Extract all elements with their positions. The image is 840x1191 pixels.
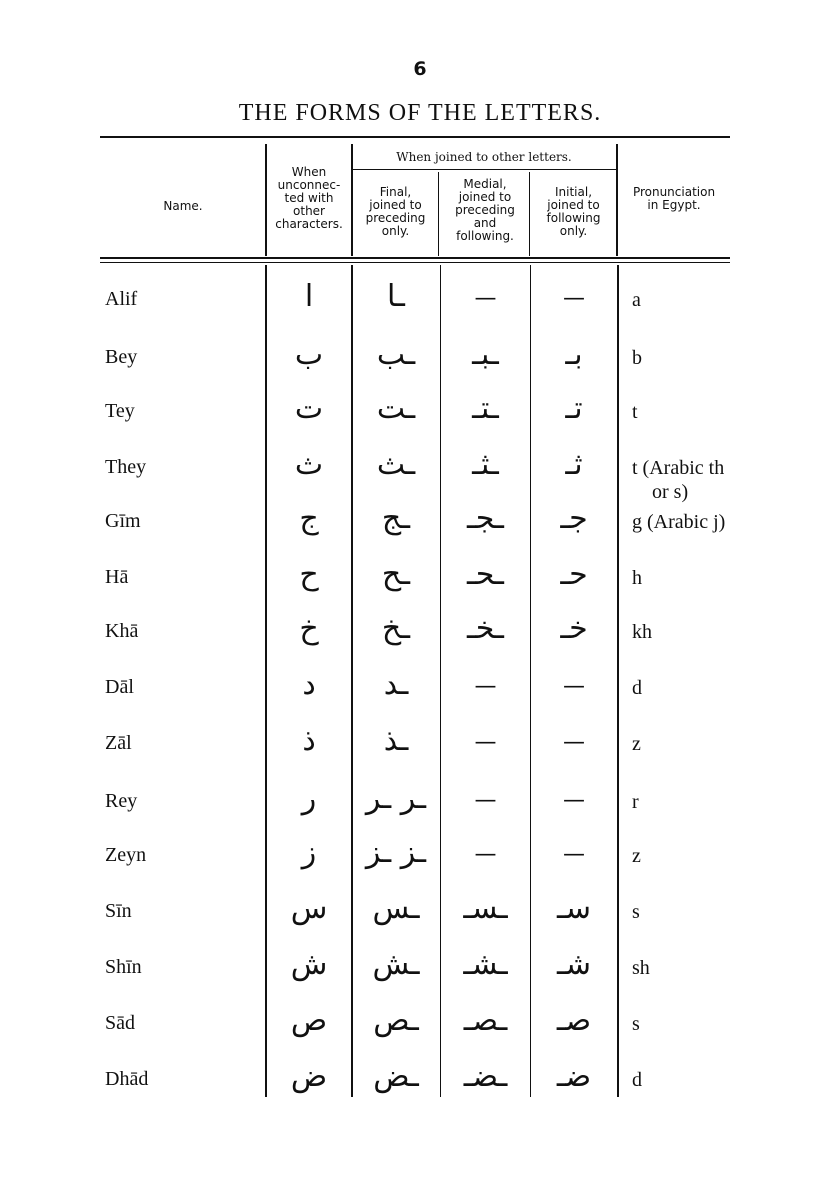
letter-form-unconnected: ج — [299, 501, 319, 536]
header-final: Final, joined to preceding only. — [365, 185, 426, 238]
letter-form-unconnected: ت — [294, 391, 324, 426]
letter-name: Zāl — [105, 732, 132, 754]
letter-name: Hā — [105, 566, 129, 588]
pronunciation — [632, 790, 639, 814]
letter-form-initial: شـ — [557, 947, 591, 982]
page-title: THE FORMS OF THE LETTERS. — [238, 100, 602, 126]
pronunciation — [632, 956, 650, 980]
letter-form-initial: — — [563, 674, 585, 699]
letter-form-unconnected: ذ — [302, 723, 316, 758]
letter-form-medial: ـتـ — [472, 391, 499, 426]
letter-name: Gīm — [105, 510, 141, 532]
letter-form-medial: ـثـ — [472, 447, 499, 482]
letter-form-unconnected: ب — [294, 337, 324, 372]
pronunciation-line: b — [632, 347, 642, 369]
pronunciation — [632, 732, 641, 756]
letter-form-unconnected: ض — [290, 1059, 328, 1094]
pronunciation — [632, 1012, 640, 1036]
pronunciation-line: a — [632, 289, 641, 311]
pronunciation-line: kh — [632, 621, 652, 643]
pronunciation-line: r — [632, 791, 639, 813]
header-medial: Medial, joined to preceding and following. — [455, 177, 515, 243]
letter-name: Zeyn — [105, 844, 147, 866]
letter-form-final: ـا — [387, 279, 405, 314]
pronunciation-line: t — [632, 401, 638, 423]
letter-form-final: ـج — [381, 501, 411, 536]
letter-form-initial: بـ — [565, 337, 583, 372]
letter-form-unconnected: ث — [294, 447, 324, 482]
letter-form-final: ـت — [376, 391, 416, 426]
letter-form-unconnected: ح — [299, 557, 319, 592]
letter-form-medial: — — [474, 286, 497, 311]
letter-form-initial: حـ — [560, 557, 588, 592]
letter-name: Sād — [105, 1012, 135, 1034]
letter-form-initial: — — [563, 730, 585, 755]
letter-form-final: ـخ — [381, 611, 411, 646]
letter-form-initial: — — [563, 842, 585, 867]
header-unconnected: When unconnec- ted with other characters. — [275, 165, 343, 231]
letter-name: They — [105, 456, 147, 478]
letter-form-medial: — — [474, 842, 497, 867]
header-bottom-rule — [100, 257, 730, 259]
letter-form-final: ـذ — [383, 723, 409, 758]
letter-form-medial: — — [474, 730, 497, 755]
joined-group-rule — [352, 169, 616, 170]
letter-form-final: ـب — [376, 337, 416, 372]
header-name: Name. — [163, 199, 203, 213]
pronunciation-line: s — [632, 1013, 640, 1035]
pronunciation-line: z — [632, 733, 641, 755]
pronunciation — [632, 400, 638, 424]
letter-form-medial: ـشـ — [463, 947, 508, 982]
letter-form-medial: — — [474, 674, 497, 699]
letter-form-initial: — — [563, 788, 585, 813]
header-joined-group: When joined to other letters. — [396, 150, 572, 164]
pronunciation — [632, 510, 725, 534]
pronunciation-line: g (Arabic j) — [632, 511, 726, 533]
pronunciation-line: d — [632, 1069, 642, 1091]
letter-form-unconnected: خ — [299, 611, 319, 646]
letter-name: Sīn — [105, 900, 132, 922]
letter-form-medial: ـحـ — [467, 557, 504, 592]
letter-form-unconnected: ز — [301, 835, 317, 870]
letter-form-medial: ـضـ — [463, 1059, 508, 1094]
letter-form-unconnected: ر — [301, 781, 317, 816]
pronunciation — [632, 456, 724, 504]
page-number: 6 — [413, 58, 427, 80]
letter-form-medial: ـبـ — [472, 337, 499, 372]
pronunciation-line: d — [632, 677, 642, 699]
letter-name: Khā — [105, 620, 139, 642]
header-pronunciation: Pronunciation in Egypt. — [632, 185, 716, 212]
pronunciation — [632, 1068, 642, 1092]
pronunciation-line: sh — [632, 957, 650, 979]
letter-name: Tey — [105, 400, 135, 422]
letter-name: Dhād — [105, 1068, 149, 1090]
letter-form-final: ـص — [373, 1003, 419, 1038]
pronunciation — [632, 288, 641, 312]
letter-form-initial: ضـ — [556, 1059, 592, 1094]
letter-form-final: ـح — [381, 557, 411, 592]
letter-form-initial: ثـ — [565, 447, 583, 482]
letter-form-final: ـس — [372, 891, 420, 926]
table-top-rule — [100, 136, 730, 138]
letter-form-initial: — — [563, 286, 585, 311]
pronunciation — [632, 900, 640, 924]
letter-form-initial: صـ — [556, 1003, 592, 1038]
pronunciation — [632, 566, 642, 590]
pronunciation-line: h — [632, 567, 642, 589]
pronunciation — [632, 620, 652, 644]
letter-form-medial: ـخـ — [467, 611, 504, 646]
letter-form-final: ـز ـز — [365, 835, 427, 870]
pronunciation-line: s — [632, 901, 640, 923]
letter-form-unconnected: ش — [290, 947, 328, 982]
letter-form-medial: — — [474, 788, 497, 813]
pronunciation-line: or s) — [652, 481, 689, 503]
letter-name: Dāl — [105, 676, 134, 698]
pronunciation — [632, 844, 641, 868]
header-bottom-rule-thin — [100, 262, 730, 263]
letter-name: Shīn — [105, 956, 142, 978]
letter-form-initial: سـ — [557, 891, 591, 926]
letter-name: Bey — [105, 346, 138, 368]
letter-name: Alif — [105, 288, 138, 310]
header-initial: Initial, joined to following only. — [546, 185, 601, 238]
letter-form-initial: جـ — [560, 501, 588, 536]
letter-form-final: ـض — [373, 1059, 419, 1094]
letter-form-final: ـد — [383, 667, 409, 702]
letter-form-final: ـش — [372, 947, 420, 982]
letter-form-unconnected: س — [290, 891, 328, 926]
letter-form-medial: ـصـ — [463, 1003, 508, 1038]
letter-form-unconnected: د — [302, 667, 316, 702]
column-divider-5-body — [617, 265, 619, 1097]
letter-name: Rey — [105, 790, 138, 812]
letter-form-medial: ـجـ — [467, 501, 504, 536]
letter-form-unconnected: ا — [304, 279, 314, 314]
letter-form-unconnected: ص — [290, 1003, 328, 1038]
pronunciation — [632, 676, 642, 700]
letter-form-final: ـث — [376, 447, 416, 482]
pronunciation — [632, 346, 642, 370]
letter-form-final: ـر ـر — [365, 781, 427, 816]
pronunciation-line: t (Arabic th — [632, 457, 725, 479]
letter-form-initial: تـ — [565, 391, 583, 426]
letter-form-medial: ـسـ — [463, 891, 508, 926]
pronunciation-line: z — [632, 845, 641, 867]
letter-form-initial: خـ — [560, 611, 588, 646]
